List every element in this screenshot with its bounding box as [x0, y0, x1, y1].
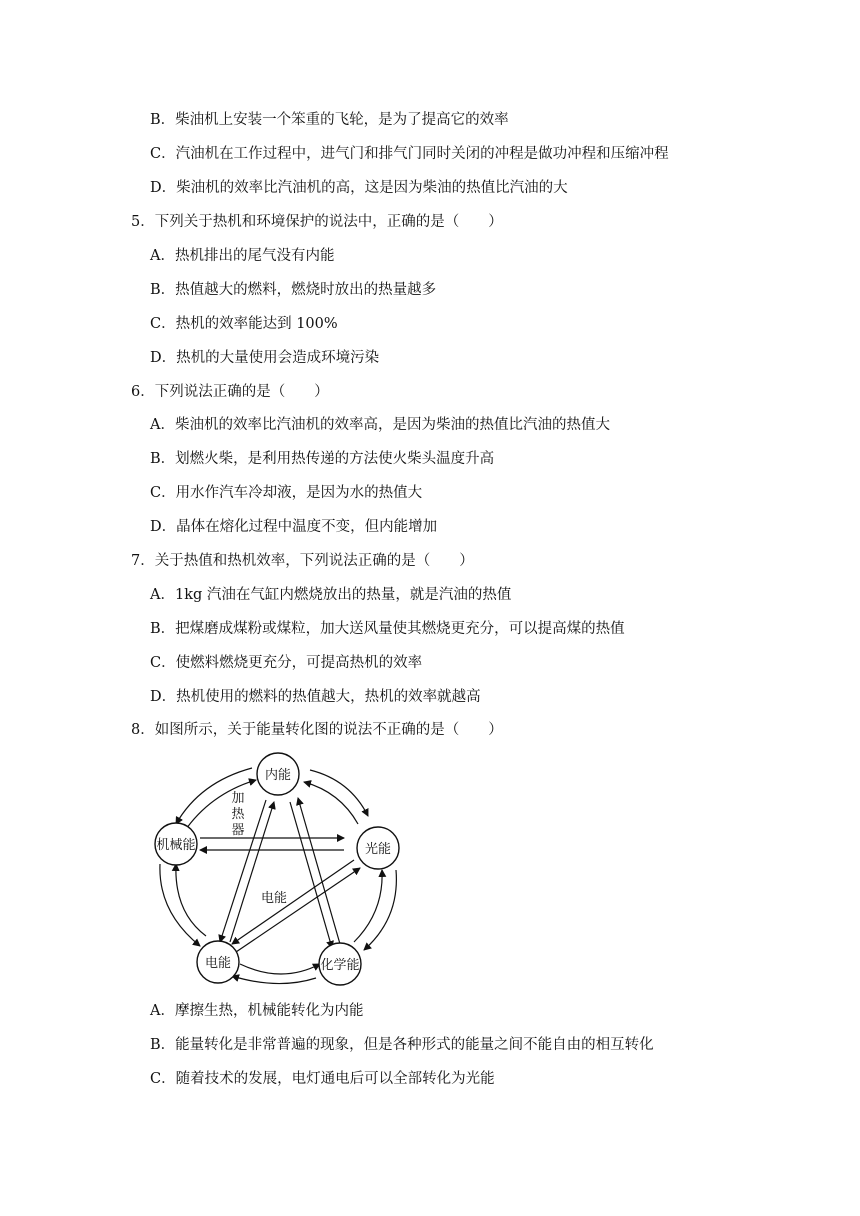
- q7-option-b: B．把煤磨成煤粉或煤粒，加大送风量使其燃烧更充分，可以提高煤的热值: [150, 621, 625, 637]
- q7-option-c: C．使燃料燃烧更充分，可提高热机的效率: [150, 655, 423, 671]
- node-internal-label: 内能: [264, 768, 292, 783]
- q5-option-d: D．热机的大量使用会造成环境污染: [150, 350, 380, 366]
- electric-energy-label: 电能: [260, 891, 288, 906]
- q6-option-a: A．柴油机的效率比汽油机的效率高，是因为柴油的热值比汽油的热值大: [150, 417, 610, 433]
- question-7: 7．关于热值和热机效率，下列说法正确的是（ ）: [131, 553, 474, 569]
- q8-option-b: B．能量转化是非常普遍的现象，但是各种形式的能量之间不能自由的相互转化: [150, 1037, 654, 1053]
- energy-conversion-diagram: [140, 752, 420, 992]
- inner-arrows: [200, 798, 360, 952]
- q6-option-b: B．划燃火柴，是利用热传递的方法使火柴头温度升高: [150, 451, 495, 467]
- outer-arrows: [160, 768, 396, 984]
- node-light-label: 光能: [364, 842, 392, 857]
- heater-label-1: 加: [231, 791, 245, 806]
- question-5: 5．下列关于热机和环境保护的说法中，正确的是（ ）: [131, 214, 503, 230]
- heater-label-2: 热: [231, 807, 245, 822]
- q4-option-d: D．柴油机的效率比汽油机的高，这是因为柴油的热值比汽油的大: [150, 180, 568, 196]
- q6-option-d: D．晶体在熔化过程中温度不变，但内能增加: [150, 519, 438, 535]
- node-chemical-label: 化学能: [320, 958, 360, 973]
- q5-option-b: B．热值越大的燃料，燃烧时放出的热量越多: [150, 282, 437, 298]
- q6-option-c: C．用水作汽车冷却液，是因为水的热值大: [150, 485, 423, 501]
- node-mechanical-label: 机械能: [156, 838, 196, 853]
- q5-option-c: C．热机的效率能达到 100%: [150, 316, 338, 332]
- q4-option-c: C．汽油机在工作过程中，进气门和排气门同时关闭的冲程是做功冲程和压缩冲程: [150, 146, 669, 162]
- q7-option-a: A．1kg 汽油在气缸内燃烧放出的热量，就是汽油的热值: [150, 587, 512, 603]
- node-electric-label: 电能: [204, 956, 232, 971]
- question-6: 6．下列说法正确的是（ ）: [131, 384, 329, 400]
- question-8: 8．如图所示，关于能量转化图的说法不正确的是（ ）: [131, 722, 503, 738]
- heater-label-3: 器: [231, 823, 245, 838]
- q4-option-b: B．柴油机上安装一个笨重的飞轮，是为了提高它的效率: [150, 112, 509, 128]
- q8-option-c: C．随着技术的发展，电灯通电后可以全部转化为光能: [150, 1071, 495, 1087]
- q5-option-a: A．热机排出的尾气没有内能: [150, 248, 335, 264]
- q7-option-d: D．热机使用的燃料的热值越大，热机的效率就越高: [150, 689, 481, 705]
- q8-option-a: A．摩擦生热，机械能转化为内能: [150, 1003, 364, 1019]
